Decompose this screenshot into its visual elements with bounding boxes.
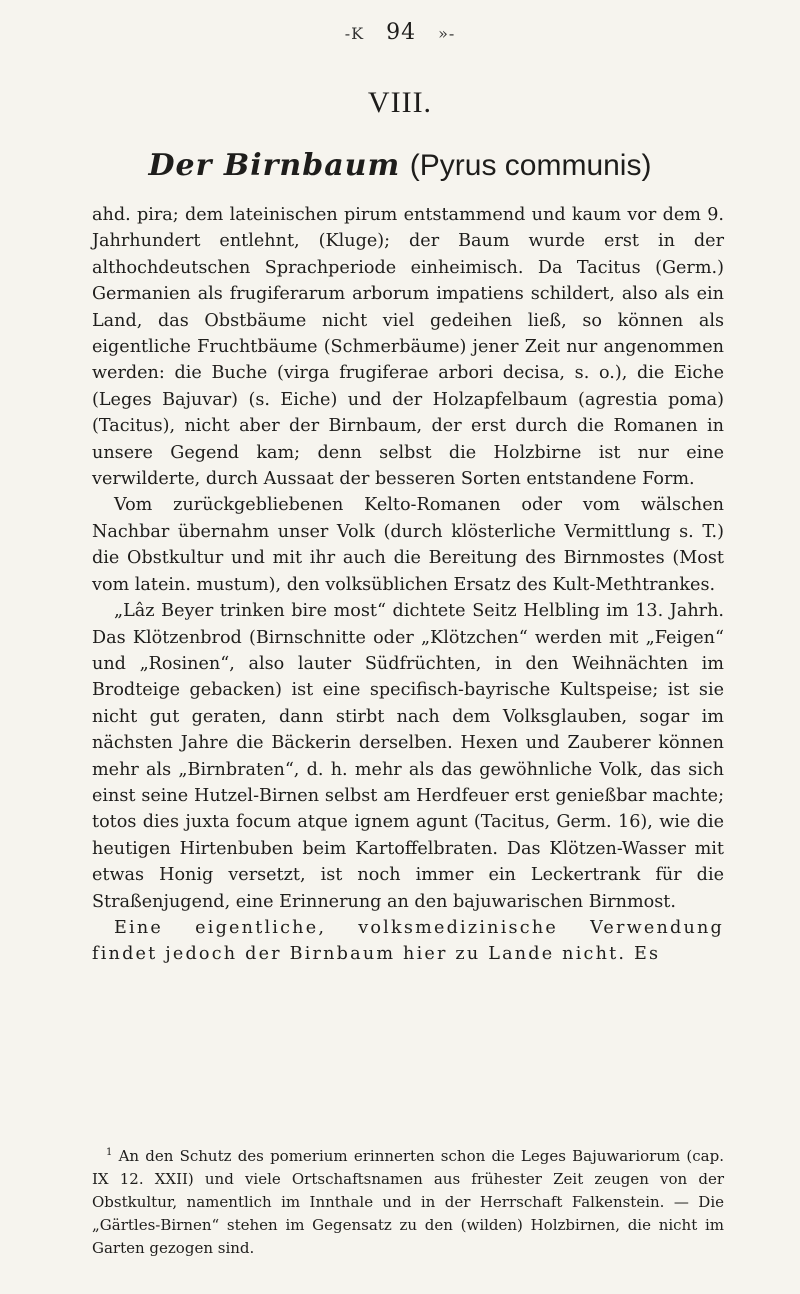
header-ornament-left: -K	[344, 24, 365, 43]
paragraph-3: „Lâz Beyer trinken bire most“ dichtete Seitz Helbling im 13. Jahrh. Das Klötzenbrod (Birnschnitte oder „Klötzchen“ werden mit „Feigen“ und „Rosinen“, also lauter Südfrüchten, in den Weihnächten im Brodteige gebacken) ist eine specifisch-bayrische Kultspeise; ist sie nicht gut geraten, dann stirbt nach dem Volksglauben, sogar im nächsten Jahre die Bäckerin derselben. Hexen und Zauberer können mehr als „Birnbraten“, d. h. mehr als das gewöhnliche Volk, das sich einst seine Hutzel-Birnen selbst am Herdfeuer erst genießbar machte; totos dies juxta focum atque ignem agunt (Tacitus, Germ. 16), wie die heutigen Hirtenbuben beim Kartoffelbraten. Das Klötzen-Wasser mit etwas Honig versetzt, ist noch immer ein Leckertrank für die Straßenjugend, eine Erinnerung an den bajuwarischen Birnmost.	[92, 601, 724, 912]
paragraph-4: Eine eigentliche, volksmedizinische Verwendung findet jedoch der Birnbaum hier zu Lande nicht. Es	[92, 917, 724, 965]
running-header	[0, 20, 800, 45]
header-ornament-right: »-	[438, 24, 456, 43]
body-text	[92, 202, 724, 968]
footnote-text: An den Schutz des pomerium erinnerten schon die Leges Bajuwariorum (cap. IX 12. XXII) und viele Ortschaftsnamen aus frühester Zeit zeugen von der Obstkultur, namentlich im Innthale und in der Herrschaft Falkenstein. — Die „Gärtles-Birnen“ stehen im Gegensatz zu den (wilden) Holzbirnen, die nicht im Garten gezogen sind.	[92, 1147, 724, 1257]
paragraph-2: Vom zurückgebliebenen Kelto-Romanen oder vom wälschen Nachbar übernahm unser Volk (durch klösterliche Vermittlung s. T.) die Obstkultur und mit ihr auch die Bereitung des Birnmostes (Most vom latein. mustum), den volksüblichen Ersatz des Kult-Methtrankes.	[92, 495, 724, 595]
page-number: 94	[386, 20, 417, 45]
chapter-title-latin: (Pyrus communis)	[409, 149, 652, 182]
chapter-title-main: Der Birnbaum	[148, 148, 401, 183]
chapter-number: VIII.	[367, 86, 433, 119]
footnote-1	[92, 1145, 724, 1260]
chapter-title	[0, 148, 800, 184]
paragraph-1: ahd. pira; dem lateinischen pirum entstammend und kaum vor dem 9. Jahrhundert entlehnt, (Kluge); der Baum wurde erst in der althochdeutschen Sprachperiode einheimisch. Da Tacitus (Germ.) Germanien als frugiferarum arborum impatiens schildert, also als ein Land, das Obstbäume nicht viel gedeihen ließ, so können als eigentliche Fruchtbäume (Schmerbäume) jener Zeit nur angenommen werden: die Buche (virga frugiferae arbori decisa, s. o.), die Eiche (Leges Bajuvar) (s. Eiche) und der Holzapfelbaum (agrestia poma) (Tacitus), nicht aber der Birnbaum, der erst durch die Romanen in unsere Gegend kam; denn selbst die Holzbirne ist nur eine verwilderte, durch Aussaat der besseren Sorten entstandene Form.	[92, 205, 724, 490]
footnote-marker: 1	[106, 1147, 113, 1158]
footnotes	[92, 1145, 724, 1260]
